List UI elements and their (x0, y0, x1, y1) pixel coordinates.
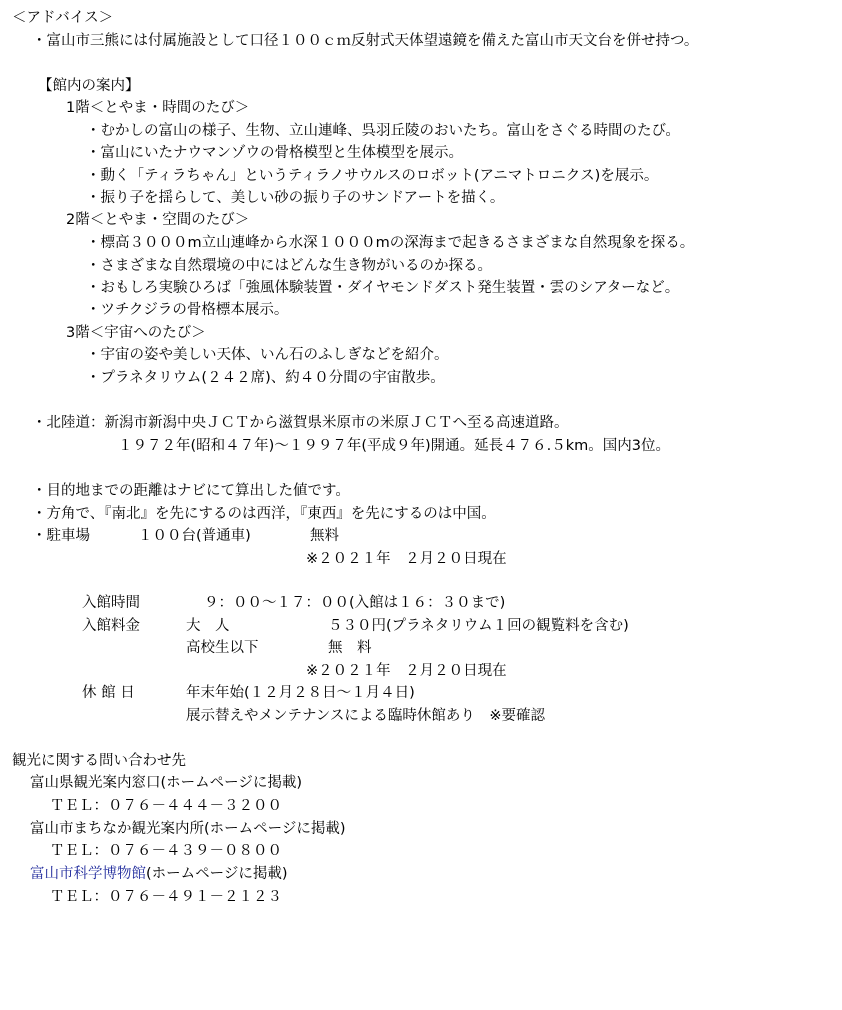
hokuriku-line2: １９７２年(昭和４７年)～１９９７年(平成９年)開通。延長４７６.５km。国内3位。 (118, 438, 670, 454)
floor2-title: 2階＜とやま・空間のたび＞ (66, 212, 250, 228)
contact-entry (30, 864, 288, 884)
floor2-item: ・ツチクジラの骨格標本展示。 (86, 302, 289, 318)
closed-label: 休 館 日 (82, 685, 135, 701)
parking-as-of: ※２０２１年 ２月２０日現在 (306, 551, 507, 567)
floor3-item: ・プラネタリウム(２４２席)、約４０分間の宇宙散歩。 (86, 370, 445, 386)
contacts-heading: 観光に関する問い合わせ先 (12, 753, 186, 769)
closed-value: 年末年始(１２月２８日～１月４日) (186, 685, 415, 701)
parking-label: ・駐車場 (32, 528, 90, 544)
contact-note: (ホームページに掲載) (160, 775, 303, 791)
contact-entry (30, 773, 302, 793)
floor3-title: 3階＜宇宙へのたび＞ (66, 325, 206, 341)
fee-label: 入館料金 (82, 618, 140, 634)
hours-value: ９：００～１７：００(入館は１６：３０まで) (204, 595, 506, 611)
floor1-item: ・振り子を揺らして、美しい砂の振り子のサンドアートを描く。 (86, 190, 505, 206)
floor3-item: ・宇宙の姿や美しい天体、いん石のふしぎなどを紹介。 (86, 347, 449, 363)
student-label: 高校生以下 (186, 640, 259, 656)
contact-name: 富山県観光案内窓口 (30, 775, 161, 791)
advice-intro: ・富山市三熊には付属施設として口径１００ｃｍ反射式天体望遠鏡を備えた富山市天文台を併せ持つ。 (32, 33, 699, 49)
parking-count: １００台(普通車) (138, 528, 251, 544)
note-direction: ・方角で、『南北』を先にするのは西洋，『東西』を先にするのは中国。 (32, 506, 496, 522)
floor2-item: ・標高３０００m立山連峰から水深１０００mの深海まで起きるさまざまな自然現象を探る。 (86, 235, 695, 251)
floor2-item: ・おもしろ実験ひろば「強風体験装置・ダイヤモンドダスト発生装置・雲のシアターなど。 (86, 280, 680, 296)
student-value: 無 料 (328, 640, 372, 656)
floor1-item: ・動く「ティラちゃん」というティラノサウルスのロボット(アニマトロニクス)を展示。 (86, 168, 659, 184)
contact-entry (30, 819, 346, 839)
contact-tel: ＴＥＬ：０７６－４４４－３２００ (50, 798, 282, 814)
floor2-item: ・さまざまな自然環境の中にはどんな生き物がいるのか探る。 (86, 258, 492, 274)
contact-note: (ホームページに掲載) (204, 821, 346, 837)
hours-label: 入館時間 (82, 595, 140, 611)
contact-tel: ＴＥＬ：０７６－４３９－０８００ (50, 843, 282, 859)
museum-link[interactable]: 富山市科学博物館 (30, 866, 146, 882)
note-distance: ・目的地までの距離はナビにて算出した値です。 (32, 483, 350, 499)
parking-fee: 無料 (310, 528, 339, 544)
contact-name: 富山市まちなか観光案内所 (30, 821, 204, 837)
floor1-title: 1階＜とやま・時間のたび＞ (66, 100, 250, 116)
guide-heading: 【館内の案内】 (38, 78, 140, 94)
floor1-item: ・むかしの富山の様子、生物、立山連峰、呉羽丘陵のおいたち。富山をさぐる時間のたび。 (86, 123, 680, 139)
floor1-item: ・富山にいたナウマンゾウの骨格模型と生体模型を展示。 (86, 145, 463, 161)
info-as-of: ※２０２１年 ２月２０日現在 (306, 663, 507, 679)
contact-note: (ホームページに掲載) (146, 866, 288, 882)
adult-value: ５３０円(プラネタリウム１回の観覧料を含む) (328, 618, 629, 634)
contact-tel: ＴＥＬ：０７６－４９１－２１２３ (50, 889, 282, 905)
closed-note: 展示替えやメンテナンスによる臨時休館あり ※要確認 (186, 708, 545, 724)
adult-label: 大 人 (186, 618, 230, 634)
advice-heading: ＜アドバイス＞ (12, 10, 114, 26)
hokuriku-line1: ・北陸道：新潟市新潟中央ＪＣＴから滋賀県米原市の米原ＪＣＴへ至る高速道路。 (32, 415, 569, 431)
